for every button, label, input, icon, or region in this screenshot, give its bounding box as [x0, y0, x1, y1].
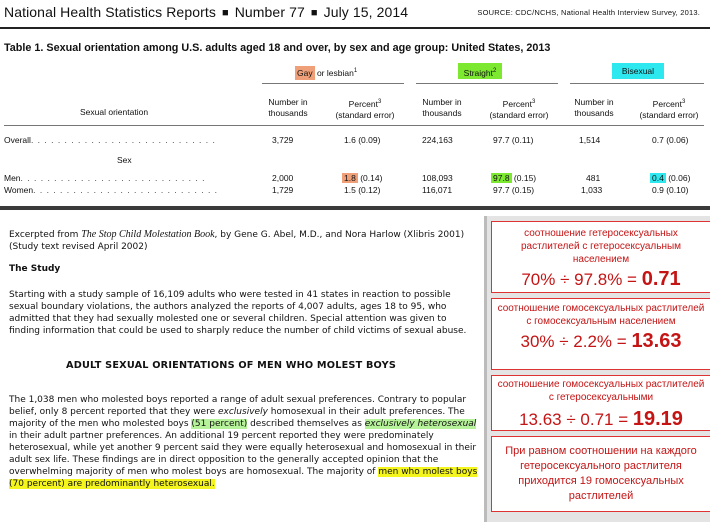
- cell-bisexual-number: 1,514: [579, 135, 601, 145]
- group-header-straight: Straight$^2$: [458, 63, 502, 79]
- group-header-bisexual: Bisexual: [612, 63, 664, 79]
- cell-gay-percent: 1.8 (0.14): [344, 173, 383, 183]
- group-underline: [262, 83, 404, 84]
- ratio-equation: 70% ÷ 97.8% = 0.71: [521, 268, 681, 290]
- cell-bisexual-percent: 0.9 (0.10): [652, 185, 689, 195]
- book-title: The Stop Child Molestation Book: [81, 229, 215, 240]
- group-header-gay-rest: [318, 63, 378, 79]
- cell-straight-number: 224,163: [422, 135, 453, 145]
- cell-gay-percent: 1.5 (0.12): [344, 185, 381, 195]
- section-title-orientations: ADULT SEXUAL ORIENTATIONS OF MEN WHO MOLEST BOYS: [66, 360, 397, 371]
- cell-gay-number: 1,729: [272, 185, 294, 195]
- ratio-equation: 13.63 ÷ 0.71 = 19.19: [519, 408, 683, 430]
- group-header-gay: Gay or lesbian$^1$: [297, 67, 358, 78]
- square-bullet-icon: ■: [221, 7, 229, 19]
- col-header-percent: Percent$^3$ (standard error): [639, 98, 699, 120]
- ratio-box-caption: соотношение гомосексуальных растлителей с гомосексуальным населением: [497, 303, 705, 327]
- study-paragraph: Starting with a study sample of 16,109 adults who were tested in 41 states in reaction to possible sexual boundary violations, the authors analyzed the reports of 4,007 adults, ages 18 to 95, who admitted that they had sexually molested one or several children. Special attention was given to finding information that could be used to sharply reduce the number of child victims of sexual abuse.: [9, 290, 467, 336]
- report-number: Number 77: [234, 4, 305, 20]
- statistics-report: [0, 0, 710, 206]
- ratio-panel: [484, 216, 710, 522]
- cell-bisexual-percent: 0.7 (0.06): [652, 135, 689, 145]
- header-rule: [0, 27, 710, 29]
- table-row-label: Women. . . . . . . . . . . . . . . . . . . . . . . . . . . .: [4, 185, 219, 195]
- cell-straight-number: 116,071: [422, 185, 453, 195]
- group-underline: [416, 83, 558, 84]
- highlight-51-percent: (51 percent): [191, 419, 248, 429]
- highlight-exclusively-heterosexual: exclusively heterosexual: [364, 419, 477, 429]
- table-row-label: Men. . . . . . . . . . . . . . . . . . . . . . . . . . . .: [4, 173, 206, 183]
- cell-bisexual-percent: 0.4 (0.06): [652, 173, 691, 183]
- study-excerpt: [0, 210, 480, 522]
- sex-section-label: Sex: [117, 155, 132, 165]
- col-header-number: Number in thousands: [268, 97, 308, 118]
- ratio-box-homosexual: [491, 298, 710, 370]
- table-title: Table 1. Sexual orientation among U.S. adults aged 18 and over, by sex and age group: United States, 2013: [4, 42, 551, 54]
- excerpt-citation: Excerpted from The Stop Child Molestation Book, by Gene G. Abel, M.D., and Nora Harlow (Xlibris 2001) (Study text revised April 2002): [9, 229, 465, 252]
- cell-gay-number: 2,000: [272, 173, 294, 183]
- gay-rest-label: or lesbian: [314, 67, 354, 78]
- report-header: [4, 4, 408, 20]
- table-row-label: Overall. . . . . . . . . . . . . . . . . . . . . . . . . . . .: [4, 135, 216, 145]
- report-title: National Health Statistics Reports: [4, 4, 216, 20]
- report-source: SOURCE: CDC/NCHS, National Health Interview Survey, 2013.: [477, 8, 700, 17]
- cell-bisexual-number: 1,033: [581, 185, 603, 195]
- col-header-number: Number in thousands: [422, 97, 462, 118]
- ratio-box-heterosexual: [491, 221, 710, 293]
- group-underline: [570, 83, 704, 84]
- col-header-number: Number in thousands: [574, 97, 614, 118]
- ratio-box-caption: соотношение гомосексуальных растлителей с гетеросексуальными: [497, 379, 705, 403]
- report-date: July 15, 2014: [323, 4, 409, 20]
- square-bullet-icon: ■: [310, 7, 318, 19]
- section-title-study: The Study: [9, 264, 61, 274]
- ratio-box-comparison: [491, 375, 710, 431]
- cell-straight-percent: 97.7 (0.11): [493, 135, 534, 145]
- conclusion-box: [491, 436, 710, 512]
- highlight-70-percent: men who molest boys (70 percent) are predominantly heterosexual.: [9, 467, 478, 489]
- cell-straight-number: 108,093: [422, 173, 453, 183]
- col-header-percent: Percent$^3$ (standard error): [335, 98, 395, 120]
- ratio-box-caption: соотношение гетеросексуальных растлителей с гетеросексуальным населением: [520, 228, 682, 265]
- conclusion-text: При равном соотношении на каждого гетеросексуального растлителя приходится 19 гомосексуальных растлителей: [505, 445, 697, 502]
- findings-paragraph: The 1,038 men who molested boys reported a range of adult sexual preferences. Contrary to popular belief, only 8 percent reported that they were exclusively homosexual in their adult preferences. The majority of the men who molested boys (51 percent) described themselves as exclusively heterosexual in their adult partner preferences. An additional 19 percent reported they were predominately heterosexual, while yet another 9 percent said they were equally heterosexual and homosexual in their adult sex life. These findings are in direct opposition to the generally accepted opinion that the overwhelming majority of men who molest boys are homosexual. The majority of men who molest boys (70 percent) are predominantly heterosexual.: [9, 395, 478, 489]
- cell-gay-number: 3,729: [272, 135, 294, 145]
- sexual-orientation-label: Sexual orientation: [80, 107, 149, 117]
- cell-straight-percent: 97.8 (0.15): [493, 173, 537, 183]
- cell-gay-percent: 1.6 (0.09): [344, 135, 381, 145]
- cell-bisexual-number: 481: [586, 173, 601, 183]
- table-header-rule: [4, 125, 704, 126]
- col-header-percent: Percent$^3$ (standard error): [489, 98, 549, 120]
- gay-highlight: Gay: [297, 67, 313, 78]
- cell-straight-percent: 97.7 (0.15): [493, 185, 535, 195]
- ratio-equation: 30% ÷ 2.2% = 13.63: [520, 330, 682, 352]
